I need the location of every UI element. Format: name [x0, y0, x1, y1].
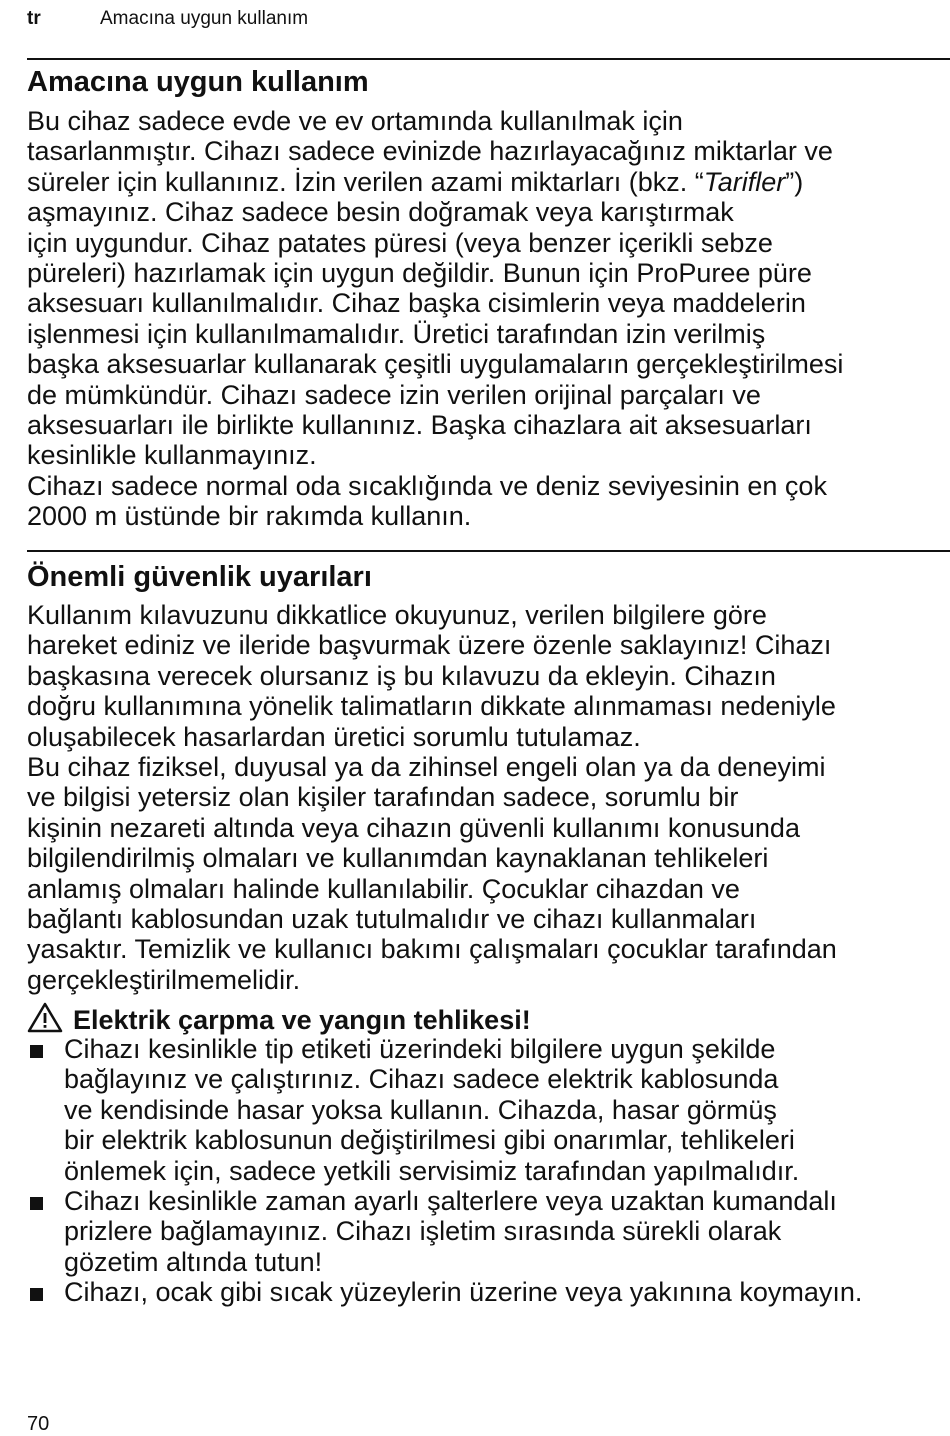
text-line: bilgilendirilmiş olmaları ve kullanımdan kaynaklanan tehlikeleri — [27, 843, 769, 874]
text-line: kesinlikle kullanmayınız. — [27, 440, 317, 471]
text-line: de mümkündür. Cihazı sadece izin verilen orijinal parçaları ve — [27, 379, 761, 410]
text-line: prizlere bağlamayınız. Cihazı işletim sırasında sürekli olarak — [64, 1216, 782, 1247]
text-line: işlenmesi için kullanılmamalıdır. Üretici tarafından izin verilmiş — [27, 318, 766, 349]
text-line: aksesuarları ile birlikte kullanınız. Başka cihazlara ait aksesuarları — [27, 410, 812, 441]
section-title-safety: Önemli güvenlik uyarıları — [27, 561, 372, 593]
text-line: püreleri) hazırlamak için uygun değildir. Bunun için ProPuree püre — [27, 258, 812, 289]
list-item — [27, 1034, 950, 1186]
warning-heading — [27, 1002, 531, 1036]
list-item — [27, 1277, 950, 1307]
section-title-intended-use: Amacına uygun kullanım — [27, 66, 369, 98]
list-item — [27, 1186, 950, 1277]
text-line: ve kendisinde hasar yoksa kullanın. Cihazda, hasar görmüş — [64, 1094, 777, 1125]
text-line: oluşabilecek hasarlardan üretici sorumlu tutulamaz. — [27, 721, 641, 752]
page-number: 70 — [27, 1413, 50, 1435]
section-divider — [27, 58, 950, 60]
text-line: aksesuarı kullanılmalıdır. Cihaz başka cisimlerin veya maddelerin — [27, 288, 806, 319]
recipes-reference: Tarifler — [703, 166, 786, 197]
text-line: gerçekleştirilmemelidir. — [27, 964, 301, 995]
language-code: tr — [27, 8, 41, 29]
text-line: Bu cihaz sadece evde ve ev ortamında kullanılmak için — [27, 106, 683, 136]
text-line: 2000 m üstünde bir rakımda kullanın. — [27, 501, 472, 532]
text-line: başka aksesuarlar kullanarak çeşitli uygulamaların gerçekleştirilmesi — [27, 349, 844, 380]
text-line: bağlantı kablosundan uzak tutulmalıdır ve cihazı kullanmaları — [27, 904, 757, 935]
text-line: hareket ediniz ve ileride başvurmak üzere özenle saklayınız! Cihazı — [27, 630, 832, 661]
warning-triangle-icon — [27, 1002, 63, 1033]
warning-bullet-list — [27, 1034, 950, 1308]
section-divider — [27, 550, 950, 552]
text-line: kişinin nezareti altında veya cihazın güvenli kullanımı konusunda — [27, 812, 800, 843]
text-line: yasaktır. Temizlik ve kullanıcı bakımı çalışmaları çocuklar tarafından — [27, 934, 837, 965]
bullet-square-icon — [30, 1045, 43, 1058]
text-line: Bu cihaz fiziksel, duyusal ya da zihinsel engeli olan ya da deneyimi — [27, 752, 826, 783]
intended-use-paragraph — [27, 106, 950, 532]
text-line: için uygundur. Cihaz patates püresi (veya benzer içerikli sebze — [27, 227, 773, 258]
bullet-square-icon — [30, 1288, 43, 1301]
text-line: Kullanım kılavuzunu dikkatlice okuyunuz, verilen bilgilere göre — [27, 600, 767, 630]
text-segment: ”) — [785, 166, 804, 197]
text-line: gözetim altında tutun! — [64, 1246, 323, 1277]
text-line: Cihazı, ocak gibi sıcak yüzeylerin üzerine veya yakınına koymayın. — [64, 1277, 863, 1308]
text-segment: süreler için kullanınız. İzin verilen azami miktarları (bkz. “ — [27, 166, 704, 197]
text-line: bağlayınız ve çalıştırınız. Cihazı sadece elektrik kablosunda — [64, 1064, 779, 1095]
page-header — [27, 6, 950, 32]
text-line: aşmayınız. Cihaz sadece besin doğramak veya karıştırmak — [27, 197, 734, 228]
text-line: ve bilgisi yetersiz olan kişiler tarafından sadece, sorumlu bir — [27, 782, 739, 813]
running-header-title: Amacına uygun kullanım — [100, 8, 309, 29]
text-line — [27, 167, 950, 197]
text-line: önlemek için, sadece yetkili servisimiz tarafından yapılmalıdır. — [64, 1155, 800, 1186]
safety-paragraph — [27, 600, 950, 995]
bullet-square-icon — [30, 1197, 43, 1210]
text-line: bir elektrik kablosunun değiştirilmesi gibi onarımlar, tehlikeleri — [64, 1125, 795, 1156]
text-line: Cihazı sadece normal oda sıcaklığında ve deniz seviyesinin en çok — [27, 470, 827, 501]
text-line: doğru kullanımına yönelik talimatların dikkate alınmaması nedeniyle — [27, 691, 836, 722]
text-line: anlamış olmaları halinde kullanılabilir. Çocuklar cihazdan ve — [27, 873, 740, 904]
warning-heading-text: Elektrik çarpma ve yangın tehlikesi! — [73, 1005, 531, 1035]
text-line: Cihazı kesinlikle tip etiketi üzerindeki bilgilere uygun şekilde — [64, 1034, 776, 1064]
text-line: tasarlanmıştır. Cihazı sadece evinizde hazırlayacağınız miktarlar ve — [27, 136, 833, 167]
text-line: Cihazı kesinlikle zaman ayarlı şalterlere veya uzaktan kumandalı — [64, 1186, 837, 1217]
text-line: başkasına verecek olursanız iş bu kılavuzu da ekleyin. Cihazın — [27, 660, 776, 691]
